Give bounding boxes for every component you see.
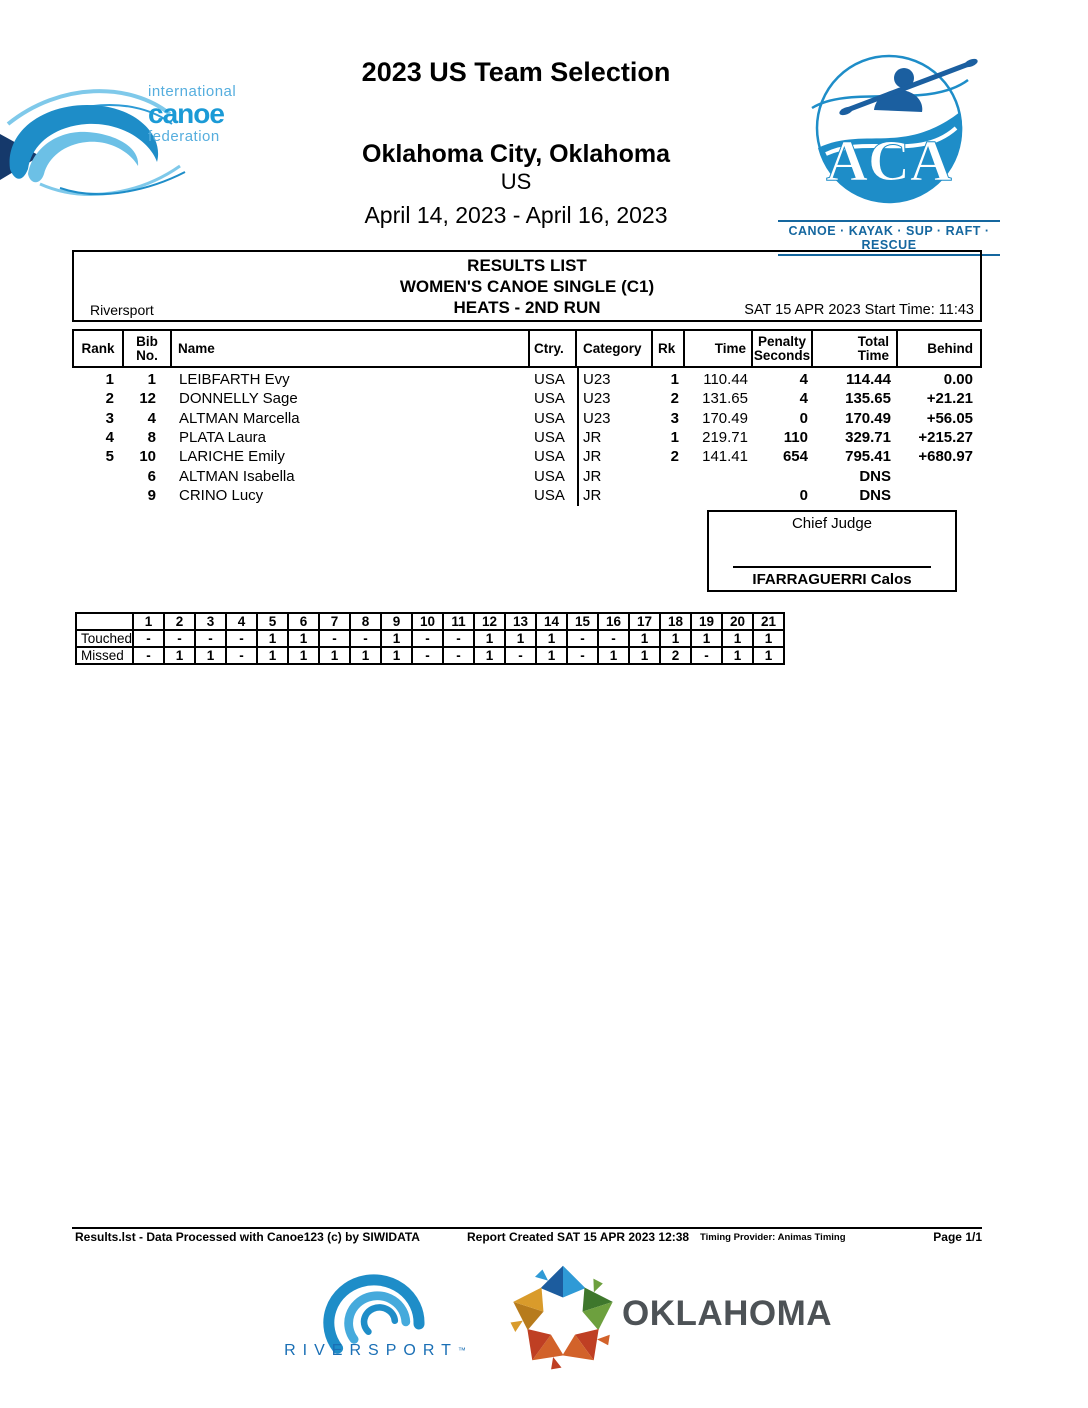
cell-bib: 6 [147, 467, 156, 485]
cell-ctry: USA [534, 448, 565, 466]
gates-touched-row: Touched - - - - 1 1 - - 1 - - 1 1 1 - - 1 1 1 1 1 [76, 630, 784, 647]
cell-behind: +680.97 [918, 448, 973, 466]
results-list-title: RESULTS LIST [467, 256, 587, 275]
cell-total: DNS [859, 467, 891, 485]
cell-penalty: 0 [799, 409, 808, 427]
cell-rank: 3 [105, 409, 114, 427]
aca-acronym: ACA [826, 128, 952, 193]
aca-emblem-icon [778, 42, 1000, 218]
event-location: Oklahoma City, Oklahoma [362, 140, 670, 168]
cell-penalty: 0 [799, 486, 808, 504]
oklahoma-wordmark: OKLAHOMA [622, 1294, 833, 1333]
cell-category: JR [583, 486, 602, 504]
cell-penalty: 4 [799, 390, 808, 408]
table-row [74, 428, 982, 447]
col-header-bib: Bib No. [124, 331, 172, 366]
cell-rk: 2 [670, 390, 679, 408]
cell-bib: 9 [147, 486, 156, 504]
cell-penalty: 654 [782, 448, 808, 466]
footer-software-credit: Results.lst - Data Processed with Canoe123 (c) by SIWIDATA [75, 1230, 420, 1244]
results-header-box [72, 250, 982, 322]
cell-total: DNS [859, 486, 891, 504]
results-category-title: WOMEN'S CANOE SINGLE (C1) [399, 277, 655, 296]
oklahoma-star-icon [507, 1262, 619, 1374]
cell-bib: 4 [147, 409, 156, 427]
results-run-title: HEATS - 2ND RUN [453, 298, 601, 317]
table-row [74, 447, 982, 466]
cell-ctry: USA [534, 409, 565, 427]
cell-bib: 8 [147, 429, 156, 447]
col-header-rk: Rk [653, 331, 685, 366]
icf-logo-line1: international [148, 83, 237, 100]
cell-behind: +21.21 [926, 390, 973, 408]
cell-total: 114.44 [845, 371, 891, 389]
cell-bib: 1 [147, 371, 156, 389]
cell-category: JR [583, 467, 602, 485]
cell-name: LARICHE Emily [179, 448, 285, 466]
cell-rank: 1 [105, 371, 114, 389]
cell-ctry: USA [534, 486, 565, 504]
cell-penalty: 110 [783, 429, 808, 447]
missed-label: Missed [76, 647, 133, 664]
cell-name: CRINO Lucy [179, 486, 264, 504]
cell-bib: 12 [139, 390, 156, 408]
cell-ctry: USA [534, 429, 565, 447]
venue-label: Riversport [90, 302, 154, 318]
cell-behind: 0.00 [943, 371, 973, 389]
cell-rank: 4 [105, 429, 114, 447]
cell-name: ALTMAN Marcella [179, 409, 300, 427]
cell-behind: +215.27 [918, 429, 973, 447]
cell-ctry: USA [534, 390, 565, 408]
cell-bib: 10 [139, 448, 156, 466]
cell-behind: +56.05 [926, 409, 973, 427]
category-column-divider [577, 368, 579, 506]
footer-report-created: Report Created SAT 15 APR 2023 12:38 [467, 1230, 690, 1244]
cell-category: U23 [583, 409, 611, 427]
touched-label: Touched [76, 630, 133, 647]
cell-category: JR [583, 429, 602, 447]
col-header-category: Category [577, 331, 653, 366]
cell-time: 170.49 [702, 409, 748, 427]
chief-judge-title: Chief Judge [791, 515, 873, 532]
col-header-time: Time [685, 331, 753, 366]
cell-total: 329.71 [845, 429, 891, 447]
icf-logo-line2: canoe [148, 98, 224, 129]
table-row [74, 466, 982, 485]
cell-name: LEIBFARTH Evy [179, 371, 290, 389]
cell-rk: 1 [670, 429, 679, 447]
aca-tagline: CANOE · KAYAK · SUP · RAFT · RESCUE [778, 220, 1000, 256]
results-table-body [72, 370, 982, 505]
cell-rank: 2 [105, 390, 114, 408]
table-row [74, 370, 982, 389]
cell-name: PLATA Laura [179, 429, 266, 447]
oklahoma-star-logo [507, 1262, 619, 1374]
start-time-label: SAT 15 APR 2023 Start Time: 11:43 [744, 302, 974, 318]
footer-page-number: Page 1/1 [933, 1230, 982, 1244]
cell-ctry: USA [534, 467, 565, 485]
event-dates: April 14, 2023 - April 16, 2023 [364, 202, 668, 228]
footer-timing-provider: Timing Provider: Animas Timing [700, 1232, 846, 1243]
cell-category: U23 [583, 390, 611, 408]
col-header-penalty: Penalty Seconds [753, 331, 813, 366]
cell-rank: 5 [105, 448, 114, 466]
results-table-header [72, 329, 982, 368]
gates-missed-row: Missed - 1 1 - 1 1 1 1 1 - - 1 - 1 - 1 1 2 - 1 1 [76, 647, 784, 664]
cell-rk: 1 [670, 371, 679, 389]
cell-total: 795.41 [845, 448, 891, 466]
cell-name: DONNELLY Sage [179, 390, 298, 408]
cell-name: ALTMAN Isabella [179, 467, 295, 485]
page-title: 2023 US Team Selection [361, 57, 671, 87]
cell-total: 170.49 [845, 409, 891, 427]
cell-ctry: USA [534, 371, 565, 389]
gates-corner-cell [76, 613, 133, 630]
cell-time: 141.41 [702, 448, 748, 466]
table-row [74, 486, 982, 505]
riversport-trademark: ™ [457, 1346, 466, 1355]
event-country: US [500, 169, 532, 194]
cell-penalty: 4 [799, 371, 808, 389]
col-header-name: Name [172, 331, 530, 366]
cell-time: 110.44 [703, 371, 748, 389]
col-header-rank: Rank [74, 331, 124, 366]
aca-logo [778, 42, 1000, 252]
chief-judge-name: IFARRAGUERRI Calos [752, 571, 912, 588]
col-header-behind: Behind [927, 340, 973, 356]
cell-category: JR [583, 448, 602, 466]
footer-divider [72, 1227, 982, 1229]
col-header-total: Total Time [813, 331, 898, 366]
cell-rk: 2 [670, 448, 679, 466]
cell-category: U23 [583, 371, 611, 389]
table-row [74, 389, 982, 408]
cell-time: 131.65 [702, 390, 748, 408]
cell-rk: 3 [670, 409, 679, 427]
cell-time: 219.71 [702, 429, 748, 447]
table-row [74, 409, 982, 428]
icf-logo [0, 72, 260, 212]
chief-judge-box [707, 510, 957, 592]
col-header-ctry: Ctry. [530, 331, 577, 366]
gates-table [75, 612, 785, 665]
gates-header-row: 1 2 3 4 5 6 7 8 9 10 11 12 13 14 15 16 17 18 19 20 21 [76, 613, 784, 630]
cell-total: 135.65 [845, 390, 891, 408]
signature-line [733, 566, 931, 568]
riversport-wordmark: RIVERSPORT™ [284, 1342, 466, 1359]
icf-logo-line3: federation [148, 128, 220, 145]
